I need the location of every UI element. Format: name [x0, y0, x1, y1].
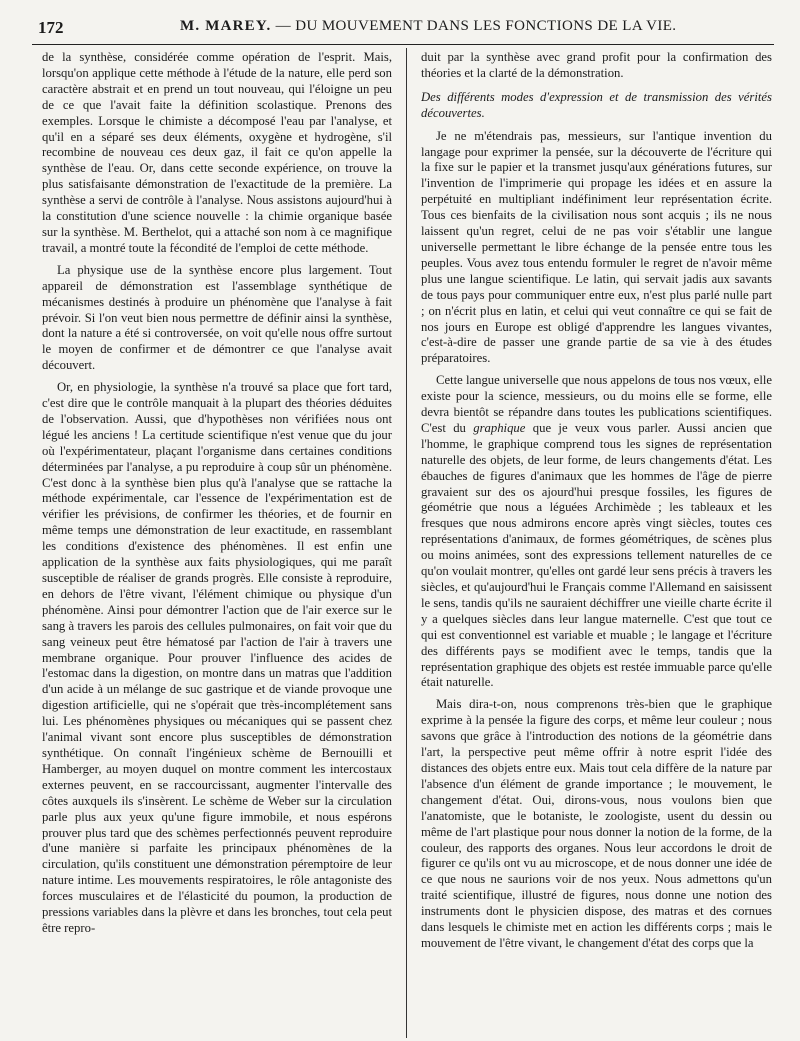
- right-column: [421, 50, 772, 1035]
- running-head-title: — DU MOUVEMENT DANS LES FONCTIONS DE LA VIE.: [275, 18, 677, 34]
- page-header: [30, 14, 772, 42]
- paragraph: La physique use de la synthèse encore plus largement. Tout appareil de démonstration est l'assemblage synthétique de mécanismes destinés à produire un phénomène que l'analyse à fait prévoir. Si l'on veut bien nous permettre de définir ainsi la synthèse, dont la nature a été si controversée, on voit qu'elle nous offre surtout le moyen de confirmer et de démontrer ce que l'analyse avait découvert.: [42, 262, 392, 373]
- paragraph-text: Cette langue universelle que nous appelons de tous nos vœux, elle existe pour la science, messieurs, ou du moins elle se forme, elle devra bientôt se répandre dans toutes les publications scientifiques. C'est du: [421, 373, 772, 435]
- paragraph: duit par la synthèse avec grand profit pour la confirmation des théories et la clarté de la démonstration.: [421, 50, 772, 80]
- paragraph-text: que je veux vous parler. Aussi ancien que l'homme, le graphique comprend tous les signes de représentation naturelle des objets, de leur forme, de leurs changements d'état. Les ébauches de figures d'animaux que les hommes de l'âge de pierre gravaient sur des os ajourd'hui presque fossiles, les figures de géométrie que nous a léguées Archimède ; les tableaux et les fresques que nous admirons encore après vingt siècles, toutes ces représentations d'animaux, de formes géométriques, de scènes plus ou moins animées, sont des expressions tellement naturelles de ce qu'on voulait montrer, qu'elles ont gardé leur sens précis à travers les siècles, et qu'aujourd'hui le Français comme l'Allemand en saisissent le sens, tandis qu'ils ne sauraient déchiffrer une vieille charte écrite il y a quelques siècles dans leur langue maternelle. C'est que tout ce qui est conventionnel est variable et muable ; le langage et l'écriture des différents pays se modifient avec le temps, tandis que la représentation graphique des objets est restée immuable parce qu'elle était naturelle.: [421, 420, 772, 690]
- emphasis: graphique: [473, 420, 526, 435]
- paragraph: Je ne m'étendrais pas, messieurs, sur l'antique invention du langage pour exprimer la pensée, sur la découverte de l'écriture qui la fixe sur le papier et la transmet jusqu'aux générations futures, sur l'invention de l'imprimerie qui propage les idées et en assure la perpétuité en multipliant indéfiniment leur représentation écrite. Tous ces bienfaits de la civilisation nous sont acquis ; ils ne nous laissent qu'un regret, celui de ne pas voir s'établir une langue universelle permettant le libre échange de la pensée entre tous les peuples. Vous avez tous entendu formuler le regret de n'avoir même plus une langue scientifique. Le latin, qui servait jadis aux savants de tous pays pour communiquer entre eux, n'est plus parlé nulle part ; on n'écrit plus en latin, et celui qui veut connaître ce qui se fait de nos jours en Europe est obligé d'apprendre les langues vivantes, c'est-à-dire de passer une grande partie de sa vie à des études préparatoires.: [421, 128, 772, 366]
- paragraph: Or, en physiologie, la synthèse n'a trouvé sa place que fort tard, c'est dire que le contrôle manquait à la plupart des théories déduites de l'observation. Aussi, que d'hypothèses non vérifiées nous ont légué les anciens ! La certitude scientifique n'est venue que du jour où l'expérimentateur, plaçant l'organisme dans certaines conditions déterminées par l'analyse, a pu reproduire à coup sûr un phénomène. C'est donc à la synthèse bien plus qu'à l'analyse que se rattache la méthode expérimentale, car l'essence de l'expérimentation est de vérifier les prévisions, de confirmer les théories, et de fournir en même temps une démonstration de leur exactitude, en rassemblant les conditions d'existence des phénomènes. Il est enfin une application de la synthèse aux faits physiologiques, qui me paraît susceptible de réaliser de grands progrès. Elle consiste à reproduire, en dehors de l'être vivant, l'élément chimique ou physique d'un phénomène. Ainsi pour démontrer l'action que de l'air exerce sur le sang à travers les parois des cellules pulmonaires, on fait voir que du sang veineux peut être hématosé par l'action de l'air à travers une membrane organique. Pour prouver l'influence des acides de l'estomac dans la digestion, on montre dans un matras que l'addition d'un acide à un mélange de suc gastrique et de viande provoque une digestion artificielle, qui ne s'opérait que très-incomplétement sans lui. Les phénomènes physiques ou mécaniques qui se passent chez l'animal vivant sont encore plus susceptibles de démonstration synthétique. On connaît l'ingénieux schème de Bernouilli et Hamberger, au moyen duquel on montre comment les intercostaux externes peuvent, en se raccourcissant, augmenter l'intervalle des côtes auxquels ils s'insèrent. Le schème de Weber sur la circulation parle plus aux yeux qu'une figure immobile, et nous espérons prouver plus tard que des schèmes perfectionnés peuvent reproduire d'une manière si parfaite les principaux phénomènes de la circulation, qu'ils constituent une démonstration péremptoire de leur nature intime. Les mouvements respiratoires, le rôle antagoniste des forces musculaires et de l'élasticité du poumon, la production de pressions variables dans la plèvre et dans les bronches, tout cela peut être repro-: [42, 380, 392, 935]
- section-heading: Des différents modes d'expression et de transmission des vérités découvertes.: [421, 89, 772, 120]
- running-head: [180, 18, 780, 35]
- paragraph: de la synthèse, considérée comme opération de l'esprit. Mais, lorsqu'on applique cette méthode à l'étude de la nature, elle perd son caractère abstrait et en prend un tout nouveau, qui l'éloigne un peu de ce que l'avait faite la définition scolastique. Prenons des exemples. Lorsque le chimiste a décomposé l'eau par l'analyse, et qu'il en a séparé ses deux éléments, oxygène et hydrogène, s'il recombine de nouveau ces deux gaz, il fait ce qu'on appelle la synthèse de l'eau. Or, dans cette seconde expérience, on trouve la plus satisfaisante démonstration de l'exactitude de la première. La synthèse a servi de contrôle à l'analyse. Nous assistons aujourd'hui à la constitution d'une science nouvelle : la chimie organique basée sur la synthèse. M. Berthelot, qui a attaché son nom à ce magnifique travail, a montré toute la fécondité de l'emploi de cette méthode.: [42, 50, 392, 255]
- paragraph: [421, 373, 772, 691]
- page-number: 172: [38, 18, 64, 37]
- left-column: [42, 50, 392, 1035]
- column-divider: [406, 48, 407, 1038]
- paragraph: Mais dira-t-on, nous comprenons très-bien que le graphique exprime à la pensée la figure des corps, et même leur couleur ; nous savons que grâce à l'introduction des notions de la géométrie dans l'art, la perspective peut même offrir à notre esprit l'idée des distances des objets entre eux. Mais tout cela diffère de la nature par l'absence d'un élément de grande importance ; le mouvement, le changement d'état. Oui, dirons-vous, nous voulons bien que l'anatomiste, que le botaniste, le zoologiste, usent du dessin ou même de l'art plastique pour nous donner la notion de la forme, de la couleur, des rapports des organes. Nous leur accordons le droit de figurer ce qu'ils ont vu au microscope, et de nous donner une idée de ce que nous ne saurions voir de nos yeux. Nous admettons qu'un traité scientifique, illustré de figures, nous donne une notion des instruments dont le physicien dispose, des matras et des cornues dans lesquels le chimiste met en action les différents corps ; mais le mouvement de l'être vivant, le changement d'état des corps que la: [421, 697, 772, 950]
- header-rule: [32, 44, 774, 45]
- running-head-author: M. MAREY.: [180, 18, 272, 34]
